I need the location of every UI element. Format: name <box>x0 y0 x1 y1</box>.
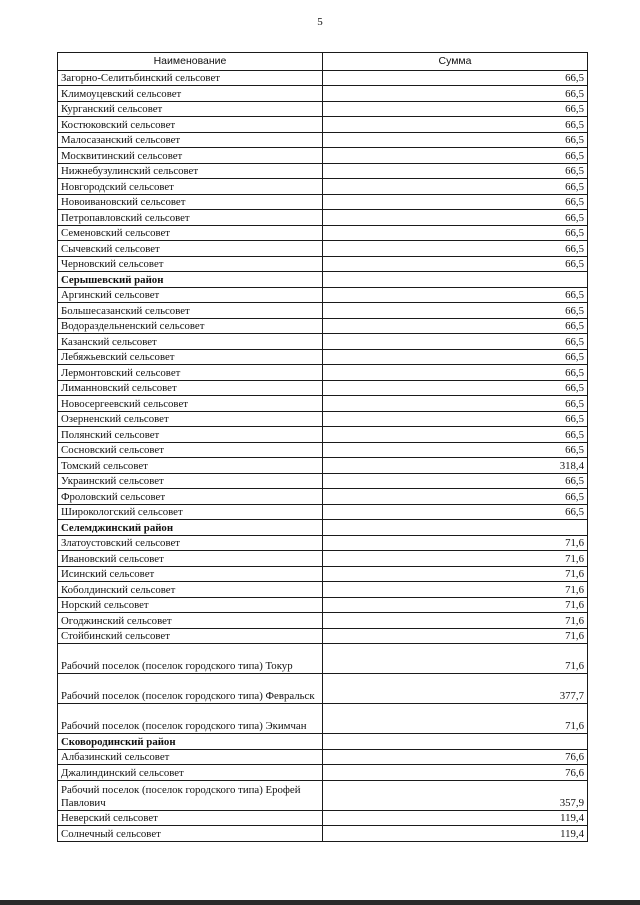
amount-cell: 66,5 <box>323 489 588 505</box>
amount-cell: 71,6 <box>323 597 588 613</box>
district-name: Селемджинский район <box>58 520 323 536</box>
settlement-name: Широкологский сельсовет <box>58 504 323 520</box>
settlement-name: Рабочий поселок (поселок городского типа) Февральск <box>58 674 323 704</box>
amount-cell: 66,5 <box>323 473 588 489</box>
settlement-name: Фроловский сельсовет <box>58 489 323 505</box>
settlement-name: Рабочий поселок (поселок городского типа) Ерофей Павлович <box>58 780 323 810</box>
header-name: Наименование <box>58 53 323 71</box>
amount-cell: 71,6 <box>323 582 588 598</box>
table-row <box>58 597 588 613</box>
settlement-name: Озерненский сельсовет <box>58 411 323 427</box>
amount-cell: 66,5 <box>323 365 588 381</box>
table-row <box>58 287 588 303</box>
amount-cell: 66,5 <box>323 303 588 319</box>
table-row <box>58 210 588 226</box>
settlement-name: Нижнебузулинский сельсовет <box>58 163 323 179</box>
amount-cell: 66,5 <box>323 241 588 257</box>
table-row <box>58 396 588 412</box>
table-row <box>58 458 588 474</box>
amount-cell: 66,5 <box>323 442 588 458</box>
section-row <box>58 520 588 536</box>
amount-cell: 66,5 <box>323 334 588 350</box>
settlement-name: Малосазанский сельсовет <box>58 132 323 148</box>
amount-cell: 71,6 <box>323 566 588 582</box>
table-row <box>58 318 588 334</box>
amount-cell: 66,5 <box>323 225 588 241</box>
settlement-name: Сосновский сельсовет <box>58 442 323 458</box>
scan-edge <box>0 900 640 905</box>
table-row <box>58 442 588 458</box>
amount-cell: 71,6 <box>323 704 588 734</box>
settlement-name: Казанский сельсовет <box>58 334 323 350</box>
table-row <box>58 765 588 781</box>
table-row <box>58 194 588 210</box>
table-row <box>58 551 588 567</box>
amount-cell: 66,5 <box>323 117 588 133</box>
settlement-name: Томский сельсовет <box>58 458 323 474</box>
table-row <box>58 427 588 443</box>
amount-cell: 66,5 <box>323 256 588 272</box>
settlement-name: Джалиндинский сельсовет <box>58 765 323 781</box>
table-row <box>58 163 588 179</box>
section-row <box>58 734 588 750</box>
table-row <box>58 644 588 674</box>
table-row <box>58 628 588 644</box>
table-row <box>58 86 588 102</box>
amount-cell: 66,5 <box>323 70 588 86</box>
table-row <box>58 674 588 704</box>
amount-cell: 71,6 <box>323 613 588 629</box>
amount-cell: 66,5 <box>323 179 588 195</box>
settlement-name: Лиманновский сельсовет <box>58 380 323 396</box>
table-row <box>58 411 588 427</box>
table-row <box>58 241 588 257</box>
section-row <box>58 272 588 288</box>
amount-cell: 66,5 <box>323 380 588 396</box>
settlement-name: Новоивановский сельсовет <box>58 194 323 210</box>
amount-cell: 66,5 <box>323 396 588 412</box>
amount-cell: 357,9 <box>323 780 588 810</box>
amount-cell: 119,4 <box>323 810 588 826</box>
amount-cell: 76,6 <box>323 765 588 781</box>
settlement-name: Сычевский сельсовет <box>58 241 323 257</box>
budget-table <box>57 52 588 842</box>
settlement-name: Новосергеевский сельсовет <box>58 396 323 412</box>
settlement-name: Новгородский сельсовет <box>58 179 323 195</box>
amount-cell: 76,6 <box>323 749 588 765</box>
settlement-name: Аргинский сельсовет <box>58 287 323 303</box>
amount-cell <box>323 734 588 750</box>
table-row <box>58 334 588 350</box>
amount-cell: 71,6 <box>323 535 588 551</box>
table-row <box>58 566 588 582</box>
settlement-name: Рабочий поселок (поселок городского типа) Экимчан <box>58 704 323 734</box>
settlement-name: Водораздельненский сельсовет <box>58 318 323 334</box>
settlement-name: Москвитинский сельсовет <box>58 148 323 164</box>
table-row <box>58 704 588 734</box>
amount-cell <box>323 520 588 536</box>
table-row <box>58 101 588 117</box>
amount-cell: 119,4 <box>323 826 588 842</box>
settlement-name: Костюковский сельсовет <box>58 117 323 133</box>
settlement-name: Лермонтовский сельсовет <box>58 365 323 381</box>
table-row <box>58 613 588 629</box>
table-row <box>58 256 588 272</box>
table-row <box>58 225 588 241</box>
amount-cell: 71,6 <box>323 644 588 674</box>
amount-cell: 66,5 <box>323 349 588 365</box>
table-row <box>58 810 588 826</box>
settlement-name: Украинский сельсовет <box>58 473 323 489</box>
settlement-name: Албазинский сельсовет <box>58 749 323 765</box>
table-row <box>58 780 588 810</box>
district-name: Серышевский район <box>58 272 323 288</box>
table-row <box>58 582 588 598</box>
amount-cell: 66,5 <box>323 101 588 117</box>
settlement-name: Лебяжьевский сельсовет <box>58 349 323 365</box>
header-sum: Сумма <box>323 53 588 71</box>
settlement-name: Семеновский сельсовет <box>58 225 323 241</box>
table-row <box>58 132 588 148</box>
table-body <box>58 70 588 841</box>
amount-cell: 66,5 <box>323 86 588 102</box>
amount-cell: 66,5 <box>323 148 588 164</box>
settlement-name: Огоджинский сельсовет <box>58 613 323 629</box>
table-row <box>58 349 588 365</box>
amount-cell: 66,5 <box>323 287 588 303</box>
amount-cell: 66,5 <box>323 504 588 520</box>
amount-cell: 66,5 <box>323 427 588 443</box>
amount-cell: 377,7 <box>323 674 588 704</box>
table-row <box>58 303 588 319</box>
table-row <box>58 70 588 86</box>
settlement-name: Норский сельсовет <box>58 597 323 613</box>
settlement-name: Курганский сельсовет <box>58 101 323 117</box>
settlement-name: Ивановский сельсовет <box>58 551 323 567</box>
settlement-name: Большесазанский сельсовет <box>58 303 323 319</box>
settlement-name: Загорно-Селитьбинский сельсовет <box>58 70 323 86</box>
amount-cell: 66,5 <box>323 194 588 210</box>
table-row <box>58 749 588 765</box>
settlement-name: Климоуцевский сельсовет <box>58 86 323 102</box>
amount-cell: 71,6 <box>323 551 588 567</box>
table-row <box>58 473 588 489</box>
amount-cell <box>323 272 588 288</box>
table-row <box>58 826 588 842</box>
settlement-name: Исинский сельсовет <box>58 566 323 582</box>
table-row <box>58 489 588 505</box>
district-name: Сковородинский район <box>58 734 323 750</box>
table-row <box>58 117 588 133</box>
amount-cell: 66,5 <box>323 163 588 179</box>
settlement-name: Неверский сельсовет <box>58 810 323 826</box>
table-row <box>58 535 588 551</box>
settlement-name: Черновский сельсовет <box>58 256 323 272</box>
table-row <box>58 179 588 195</box>
amount-cell: 66,5 <box>323 210 588 226</box>
table-row <box>58 504 588 520</box>
settlement-name: Рабочий поселок (поселок городского типа) Токур <box>58 644 323 674</box>
amount-cell: 66,5 <box>323 411 588 427</box>
amount-cell: 71,6 <box>323 628 588 644</box>
table-row <box>58 365 588 381</box>
amount-cell: 66,5 <box>323 318 588 334</box>
settlement-name: Полянский сельсовет <box>58 427 323 443</box>
settlement-name: Солнечный сельсовет <box>58 826 323 842</box>
table-header-row <box>58 53 588 71</box>
settlement-name: Петропавловский сельсовет <box>58 210 323 226</box>
amount-cell: 318,4 <box>323 458 588 474</box>
settlement-name: Стойбинский сельсовет <box>58 628 323 644</box>
settlement-name: Коболдинский сельсовет <box>58 582 323 598</box>
table-row <box>58 380 588 396</box>
page-number: 5 <box>317 16 323 28</box>
settlement-name: Златоустовский сельсовет <box>58 535 323 551</box>
table-row <box>58 148 588 164</box>
amount-cell: 66,5 <box>323 132 588 148</box>
